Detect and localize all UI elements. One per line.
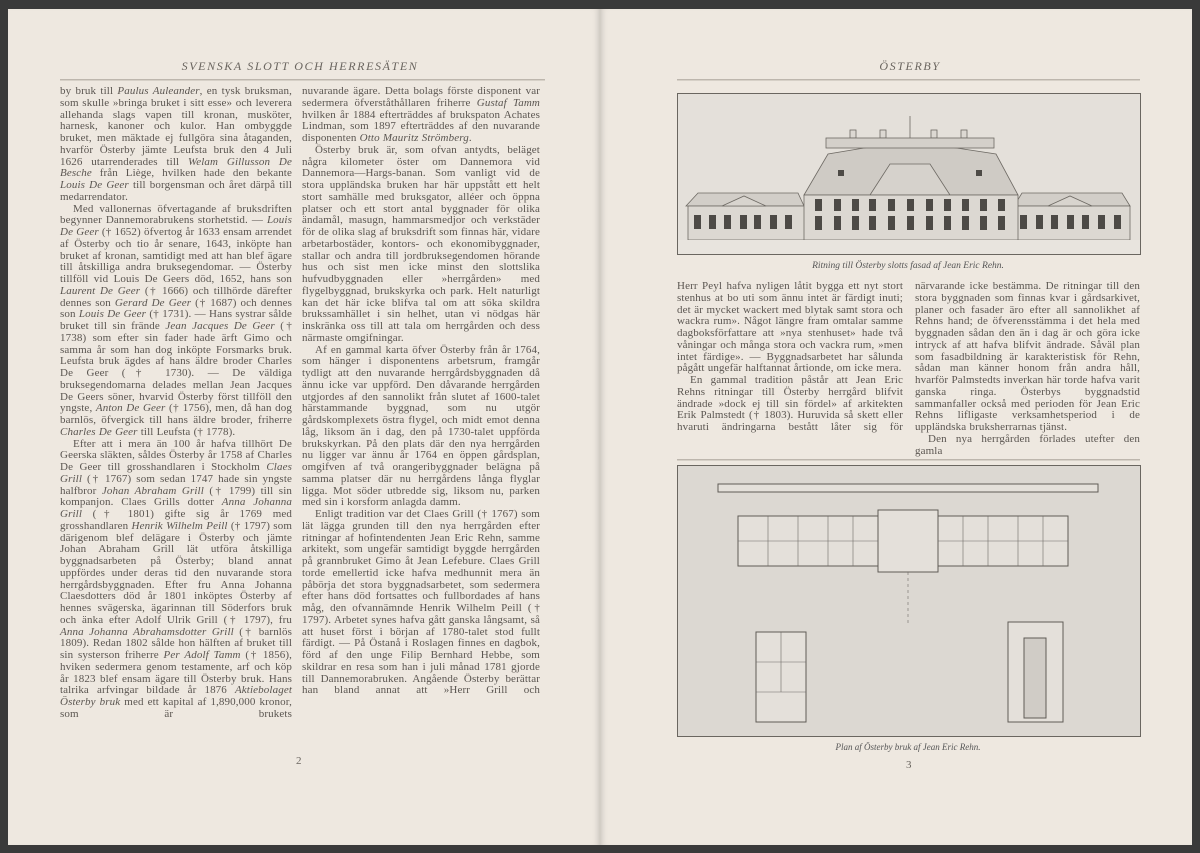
text-run: från Liège, hvilken hade den bekante: [91, 167, 292, 180]
text-column-1: [60, 86, 292, 721]
window: [1098, 215, 1105, 229]
window: [944, 199, 951, 211]
window: [962, 199, 969, 211]
text-run: Herr Peyl hafva nyligen låtit bygga ett nyt stort stenhus at bo uti som ännu intet är färdigt inuti; det är mycket wackert med blytak samt stora och wackra rum». Något längre fram omtalar samme dagboksförfattare att »nya stenhuset» hade två våningar och många stora och vackra rum, »men intet färdige». — Byggnadsarbetet har sålunda pågått ungefär halftannat årtionde, om icke mera.: [677, 280, 903, 375]
italic-name: Laurent De Geer: [60, 284, 141, 297]
paragraph: [302, 509, 540, 697]
italic-name: Henrik Wilhelm Peill: [131, 519, 228, 532]
text-run: Med vallonernas öfvertagande af bruksdriften begynner Dannemorabrukens storhetstid. —: [60, 202, 292, 227]
italic-name: Paulus Auleander: [117, 85, 200, 97]
window: [1036, 215, 1043, 229]
paragraph: [302, 145, 540, 345]
text-run: med ett kapital af 1,890,000 kronor, som är brukets: [60, 696, 292, 720]
text-run: († 1731). — Hans systrar sålde bruket till sin frände: [60, 308, 292, 332]
window: [834, 216, 841, 230]
italic-name: Otto Mauritz Strömberg: [359, 132, 469, 144]
window: [888, 199, 895, 211]
site-plan-drawing: [677, 465, 1141, 737]
text-run: Den nya herrgården förlades utefter den gamla: [915, 432, 1140, 457]
text-run: Enligt tradition var det Claes Grill († 1767) som lät lägga grunden till den nya herrgården efter ritningar af hofintendenten Jean Eric Rehn, samme arkitekt, som ungefär samtidigt byggde herrgården på grannbruket Gimo åt Jean Lefebure. Claes Grill torde emellertid icke hafva medhunnit mera än påbörja det stora byggnadsarbetet, som sedermera efter hans död fortsattes och fullbordades af hans måg, den ofvannämnde Henrik Wilhelm Peill († 1797). Arbetet synes hafva gått ganska långsamt, så att huset först i början af 1780-talet stod fullt färdigt. — På Östanå i Roslagen finnes en dagbok, förd af den unge Filip Bernhard Hebbe, som skildrar en resa som han i juli månad 1781 gjorde till Dannemorabruken. Angående Österby berättar han bland annat att »Herr Grill och: [302, 508, 540, 697]
window: [907, 216, 914, 230]
text-run: hvilken år 1884 efterträddes af brukspaton Achates Lindman, som 1897 efterträddes af den nuvarande disponenten: [302, 108, 540, 144]
page-number: 2: [296, 755, 302, 767]
paragraph: [677, 281, 903, 375]
text-run: († 1797) som därigenom blef delägare i Österby och jämte Johan Abraham Grill lät utföra åtskilliga byggnadsarbeten på Österby; bland annat uppfördes under deras tid den nuvarande stora herrgårdsbyggnaden. Efter fru Anna Johanna Claesdotters död år 1801 inköptes Österby af hennes svägerska, ägarinnan till Söderfors bruk och änka efter Adolf Ulrik Grill († 1797), fru: [60, 519, 292, 626]
italic-name: Gustaf Tamm: [476, 96, 540, 109]
window: [815, 216, 822, 230]
window: [998, 216, 1005, 230]
window: [740, 215, 747, 229]
window: [926, 199, 933, 211]
window: [869, 216, 876, 230]
window: [907, 199, 914, 211]
window: [785, 215, 792, 229]
italic-name: Welam Gillusson De Besche: [60, 155, 292, 180]
window: [694, 215, 701, 229]
paragraph: [60, 439, 292, 721]
text-run: († 1666) och tillhörde därefter dennes son: [60, 284, 292, 309]
window: [852, 199, 859, 211]
window: [1114, 215, 1121, 229]
italic-name: Louis De Geer: [78, 308, 147, 321]
paragraph: [60, 86, 292, 204]
text-run: († 1652) öfvertog år 1633 ensam arrendet af Österby och tio år senare, 1643, inköpte han bruket af kronan, samtidigt med att han blef ägare till åtskilliga andra bruksegendomar. — Österby tillföll vid Louis De Geers död, 1652, hans son: [60, 226, 292, 285]
text-run: († barnlös 1809). Redan 1802 sålde hon hälften af bruket till sin systerson friherre: [60, 625, 293, 661]
text-run: († 1856), hviken sedermera genom testamente, arf och köp år 1823 blef ensam ägare till Österby bruk. Hans talrika arfvingar bildade år 1876: [60, 649, 292, 697]
paragraph: [60, 204, 292, 439]
italic-name: Charles De Geer: [60, 425, 138, 438]
italic-name: Per Adolf Tamm: [163, 649, 241, 661]
text-run: till Leufsta († 1778).: [137, 425, 236, 438]
left-page: [8, 9, 600, 845]
italic-name: Louis De Geer: [60, 179, 129, 191]
page-number: 3: [906, 759, 912, 771]
window: [962, 216, 969, 230]
paragraph: [302, 345, 540, 510]
text-run: († 1767) som sedan 1747 hade sin yngste halfbror: [60, 472, 292, 497]
site-plan-caption: Plan af Österby bruk af Jean Eric Rehn.: [835, 742, 981, 752]
right-page: [600, 9, 1192, 845]
window: [869, 199, 876, 211]
facade-illustration: [678, 94, 1140, 254]
window: [852, 216, 859, 230]
section-rule: [677, 459, 1140, 461]
window: [1051, 215, 1058, 229]
italic-name: Anton De Geer: [95, 402, 166, 415]
window: [1020, 215, 1027, 229]
window: [834, 199, 841, 211]
italic-name: Claes Grill: [60, 461, 292, 485]
italic-name: Aktiebolaget Österby bruk: [60, 684, 292, 708]
site-plan-illustration: [678, 466, 1140, 736]
italic-name: Jean Jacques De Geer: [165, 320, 275, 332]
italic-name: Louis De Geer: [60, 214, 292, 238]
text-run: till borgensman och året därpå till medarrendator.: [60, 179, 292, 203]
text-run: by bruk till: [60, 85, 118, 97]
text-run: nuvarande ägare. Detta bolags förste disponent var sedermera öfverståthållaren friherre: [302, 85, 540, 109]
running-head: SVENSKA SLOTT OCH HERRESÄTEN: [181, 59, 419, 73]
window: [980, 216, 987, 230]
window: [888, 216, 895, 230]
window: [709, 215, 716, 229]
text-run: En gammal tradition påstår att Jean Eric Rehns ritningar till Österby herrgård blifvit ändrade »dock ej till sin fördel» af arkitekten Erik Palmstedt († 1803). Huruvida så skett eller hvaruti ändringarna bestått låter sig för: [677, 374, 903, 433]
paragraph: [302, 86, 540, 145]
italic-name: Johan Abraham Grill: [101, 484, 204, 497]
text-column-2: [915, 281, 1140, 457]
italic-name: Gerard De Geer: [114, 296, 192, 309]
facade-drawing: [677, 93, 1141, 255]
text-column-2: [302, 86, 540, 697]
window: [998, 199, 1005, 211]
text-run: Af en gammal karta öfver Österby från år 1764, som hänger i disponentens arbetsrum, framgår tydligt att den nuvarande herrgårdsbyggnaden då ännu icke var uppförd. Den dåvarande herrgården utgjordes af den sannolikt från slutet af 1600-talet härstammande byggnad, som nu utgör gårdskomplexets östra flygel, och midt emot denna låg, liksom än i dag, den på 1730-talet uppförda brukskyrkan. På den plats där den nya herrgården nu ligger var ännu år 1764 en öppen gårdsplan, omgifven af två orangeribyggnader belägna på samma platser där nu herrgårdens långa flyglar ligga. Mot söder utbredde sig, liksom nu, parken med sin i korsform anlagda damm.: [302, 343, 540, 509]
paragraph: [915, 434, 1140, 458]
running-head: ÖSTERBY: [879, 59, 941, 73]
text-run: († 1687) och dennes son: [60, 296, 293, 321]
text-run: närvarande icke bestämma. De ritningar till den stora byggnaden som finnas kvar i gårdsarkivet, planer och fasader äro efter all sannolikhet af Rehns hand; de öfverensstämma i det hela med byggnaden sådan den än i dag är och göra icke intryck af att hafva blifvit ändrade. Såväl plan som fasadbildning är karakteristisk för Rehn, sådan man känner honom från andra håll, hvarför Palmstedts inverkan här torde hafva varit ganska ringa. Österbys byggnadstid sammanfaller också med perioden för Jean Eric Rehns lifligaste verksamhetsperiod i de uppländska bruksherrarnas tjänst.: [915, 280, 1140, 433]
facade-caption: Ritning till Österby slotts fasad af Jean Eric Rehn.: [812, 261, 1004, 271]
window: [980, 199, 987, 211]
text-run: .: [468, 132, 472, 144]
text-run: († 1799) till sin kompanjon. Claes Grills dotter: [60, 484, 293, 509]
window: [770, 215, 777, 229]
text-run: Österby bruk är, som ofvan antydts, beläget några kilometer öster om Dannemora vid Dannemora—Hargs-banan. Som vanligt vid de stora uppländska bruken har här uppstått ett helt stort samhälle med bruksgator, alléer och öppna platser och ett stort antal byggnader för olika ändamål, masugn, hammarsmedjor och verkstäder för de olika slag af bruksdrift som finnas här, vidare arbetarbostäder, kontors- och ekonomibyggnader, stallar och andra till jordbruksegendomen hörande hus och sist men icke minst den slottslika hufvudbyggnaden eller »herrgården» med flygelbyggnad, brukskyrka och park. Helt naturligt kan det här icke blifva tal om att söka skildra brukssamhället i sin helhet, utan vi nödgas här inskränka oss till att tala om herrgården och dess närmaste omgifningar.: [302, 143, 540, 344]
paragraph: [915, 281, 1140, 434]
window: [754, 215, 761, 229]
window: [1082, 215, 1089, 229]
text-run: , en tysk bruksman, som skulle »bringa bruket i sitt esse» och leverera allehanda slags vapen till kronan, musköter, harnesk, kanoner och kulor. Han ombyggde bruket, men mäktade ej fullgöra sina åtaganden, hvarför Österby jämte Leufsta bruk den 4 Juli 1626 utarrenderades till: [60, 85, 292, 168]
window: [926, 216, 933, 230]
text-run: Efter att i mera än 100 år hafva tillhört De Geerska släkten, såldes Österby år 1758 af Charles De Geer till grosshandlaren i Stockholm: [60, 437, 292, 473]
header-rule: [677, 79, 1140, 81]
text-column-1: [677, 281, 903, 434]
paragraph: [677, 375, 903, 434]
window: [724, 215, 731, 229]
italic-name: Anna Johanna Grill: [60, 496, 292, 520]
window: [944, 216, 951, 230]
text-run: († 1756), men, då han dog barnlös, öfvergick till hans äldre broder, friherre: [60, 402, 292, 426]
text-run: († 1738) som efter sin fader hade ärft Gimo och samma år som han dog inköpte Forsmarks bruk. Leufsta bruk ägdes af hans äldre broder Charles De Geer († 1730). — De väldiga bruksegendomarna delades mellan Jean Jacques De Geers söner, hvarvid Österby först tillföll den yngste,: [60, 320, 293, 415]
window: [1067, 215, 1074, 229]
header-rule: [60, 79, 545, 81]
italic-name: Anna Johanna Abrahamsdotter Grill: [60, 625, 234, 638]
text-run: († 1801) gifte sig år 1769 med grosshandlaren: [60, 508, 292, 532]
window: [815, 199, 822, 211]
